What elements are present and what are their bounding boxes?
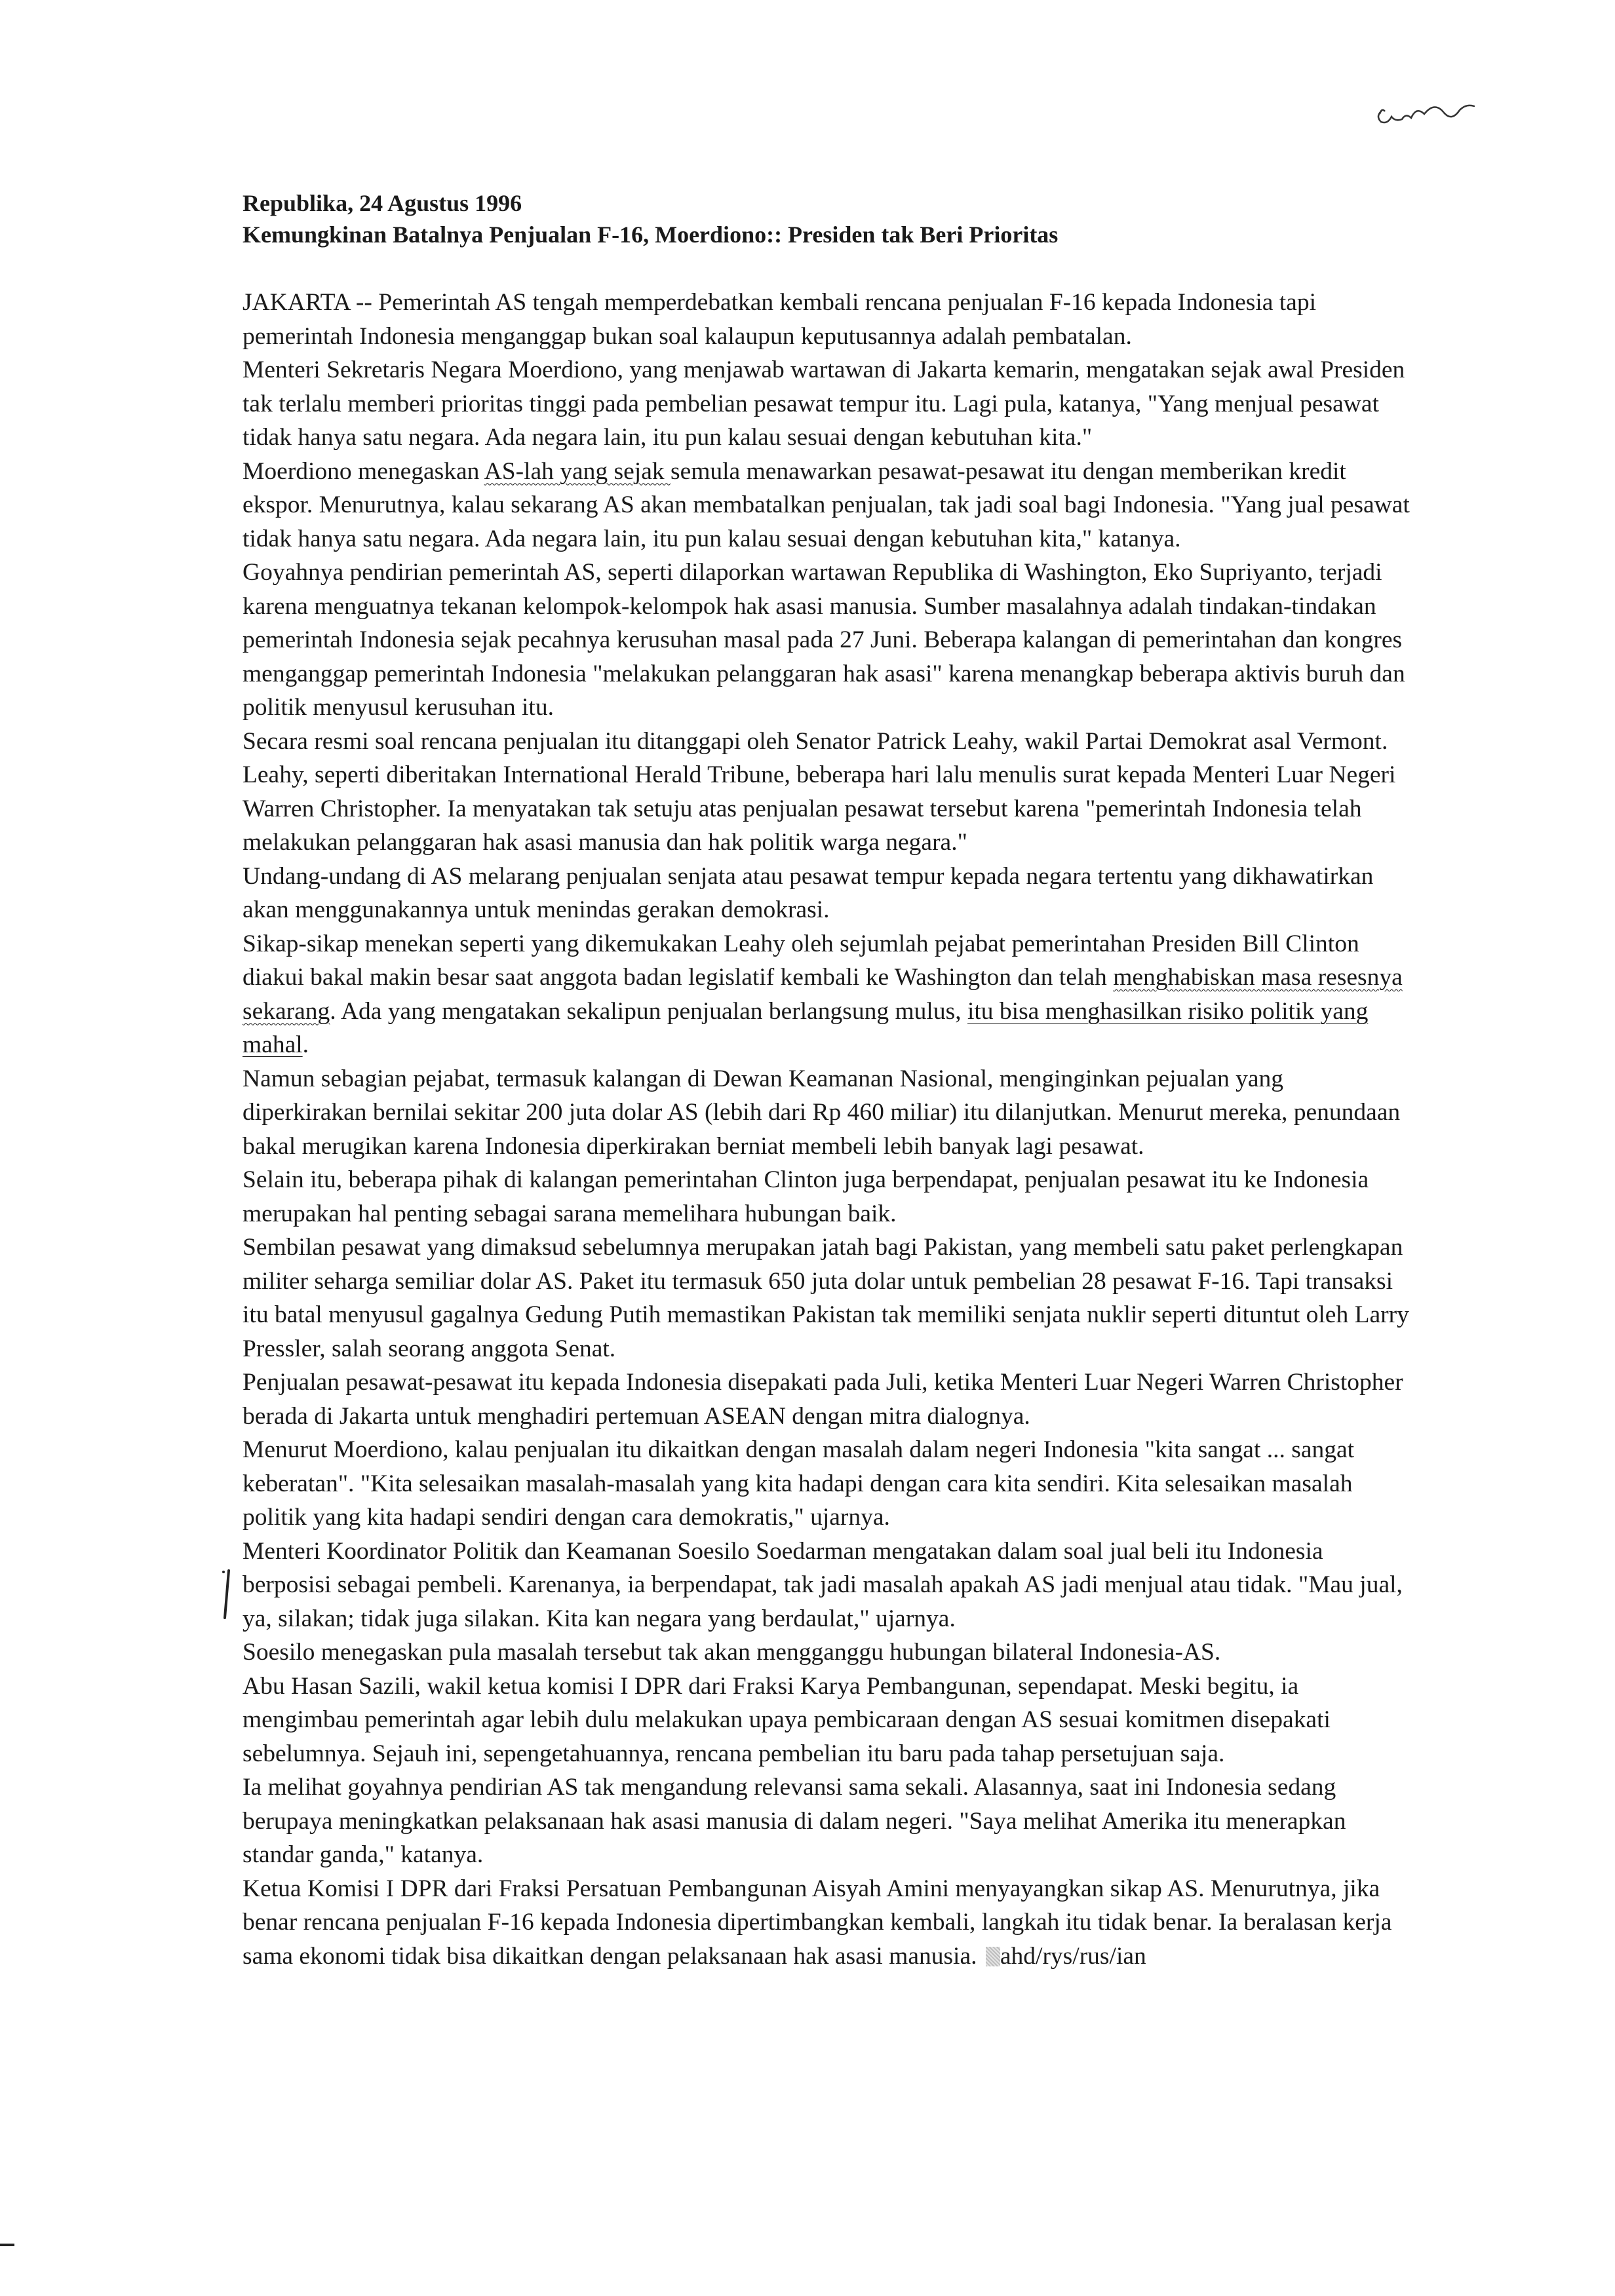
paragraph: Ia melihat goyahnya pendirian AS tak mengandung relevansi sama sekali. Alasannya, saat ini Indonesia sedang berupaya meningkatkan pelaksanaan hak asasi manusia di dalam negeri. "Saya melihat Amerika itu menerapkan standar ganda," katanya. [243, 1774, 1346, 1868]
handwritten-underline-text: menghabiskan masa resesnya sekarang [243, 964, 1403, 1025]
paragraph: Menurut Moerdiono, kalau penjualan itu dikaitkan dengan masalah dalam negeri Indonesia "kita sangat ... sangat keberatan". "Kita selesaikan masalah-masalah yang kita hadapi dengan cara kita sendiri. Kita selesaikan masalah politik yang kita hadapi sendiri dengan cara demokratis," ujarnya. [243, 1436, 1355, 1531]
paragraph: Namun sebagian pejabat, termasuk kalangan di Dewan Keamanan Nasional, menginginkan pejualan yang diperkirakan bernilai sekitar 200 juta dolar AS (lebih dari Rp 460 miliar) itu dilanjutkan. Menurut mereka, penundaan bakal merugikan karena Indonesia diperkirakan berniat membeli lebih banyak lagi pesawat. [243, 1065, 1401, 1160]
paragraph-text: Ketua Komisi I DPR dari Fraksi Persatuan Pembangunan Aisyah Amini menyayangkan sikap AS. Menurutnya, jika benar rencana penjualan F-16 kepada Indonesia dipertimbangkan kembali, langkah itu tidak benar. Ia beralasan kerja sama ekonomi tidak bisa dikaitkan dengan pelaksanaan hak asasi manusia. [243, 1875, 1392, 1970]
paragraph-text: . [302, 1031, 309, 1058]
paragraph: Secara resmi soal rencana penjualan itu ditanggapi oleh Senator Patrick Leahy, wakil Partai Demokrat asal Vermont. Leahy, seperti diberitakan International Herald Tribune, beberapa hari lalu menulis surat kepada Menteri Luar Negeri Warren Christopher. Ia menyatakan tak setuju atas penjualan pesawat tersebut karena "pemerintah Indonesia telah melakukan pelanggaran hak asasi manusia dan hak politik warga negara." [243, 727, 1396, 856]
paragraph: Goyahnya pendirian pemerintah AS, seperti dilaporkan wartawan Republika di Washington, Eko Supriyanto, terjadi karena menguatnya tekanan kelompok-kelompok hak asasi manusia. Sumber masalahnya adalah tindakan-tindakan pemerintah Indonesia sejak pecahnya kerusuhan masal pada 27 Juni. Beberapa kalangan di pemerintahan dan kongres menganggap pemerintah Indonesia "melakukan pelanggaran hak asasi" karena menangkap beberapa aktivis buruh dan politik menyusul kerusuhan itu. [243, 559, 1405, 721]
article-body [243, 286, 1412, 1973]
scan-edge-mark [0, 2244, 14, 2246]
paragraph-text: Moerdiono menegaskan [243, 457, 484, 485]
handwritten-underline-text: itu bisa menghasilkan risiko politik yang mahal [243, 997, 1369, 1058]
paragraph: Menteri Sekretaris Negara Moerdiono, yang menjawab wartawan di Jakarta kemarin, mengatakan sejak awal Presiden tak terlalu memberi prioritas tinggi pada pembelian pesawat tempur itu. Lagi pula, katanya, "Yang menjual pesawat tidak hanya satu negara. Ada negara lain, itu pun kalau sesuai dengan kebutuhan kita." [243, 356, 1405, 451]
byline: ahd/rys/rus/ian [1000, 1942, 1146, 1970]
article-header [243, 187, 1488, 250]
paragraph [243, 455, 1412, 556]
paragraph: Abu Hasan Sazili, wakil ketua komisi I DPR dari Fraksi Karya Pembangunan, sependapat. Meski begitu, ia mengimbau pemerintah agar lebih dulu melakukan upaya pembicaraan dengan AS sesuai komitmen disepakati sebelumnya. Sejauh ini, sepengetahuannya, rencana pembelian itu baru pada tahap persetujuan saja. [243, 1672, 1331, 1767]
paragraph: Menteri Koordinator Politik dan Keamanan Soesilo Soedarman mengatakan dalam soal jual beli itu Indonesia berposisi sebagai pembeli. Karenanya, ia berpendapat, tak jadi masalah apakah AS jadi menjual atau tidak. "Mau jual, ya, silakan; tidak juga silakan. Kita kan negara yang berdaulat," ujarnya. [243, 1537, 1403, 1632]
paragraph: Soesilo menegaskan pula masalah tersebut tak akan mengganggu hubungan bilateral Indonesia-AS. [243, 1639, 1221, 1666]
source-line: Republika, 24 Agustus 1996 [243, 190, 522, 216]
paragraph-text: . Ada yang mengatakan sekalipun penjualan berlangsung mulus, [330, 997, 967, 1025]
handwritten-underline-text: AS-lah yang sejak [484, 457, 671, 485]
scan-smudge [986, 1947, 1000, 1966]
paragraph-text: Sikap-sikap menekan seperti yang dikemukakan Leahy oleh sejumlah pejabat pemerintahan Presiden Bill Clinton diakui bakal makin besar saat anggota badan legislatif kembali ke Washington dan telah [243, 930, 1359, 991]
paragraph: JAKARTA -- Pemerintah AS tengah memperdebatkan kembali rencana penjualan F-16 kepada Indonesia tapi pemerintah Indonesia menganggap bukan soal kalaupun keputusannya adalah pembatalan. [243, 289, 1316, 350]
paragraph: Selain itu, beberapa pihak di kalangan pemerintahan Clinton juga berpendapat, penjualan pesawat itu ke Indonesia merupakan hal penting sebagai sarana memelihara hubungan baik. [243, 1166, 1369, 1227]
paragraph: Undang-undang di AS melarang penjualan senjata atau pesawat tempur kepada negara tertentu yang dikhawatirkan akan menggunakannya untuk menindas gerakan demokrasi. [243, 862, 1374, 923]
paragraph [243, 927, 1412, 1062]
paragraph-text: semula menawarkan pesawat-pesawat itu dengan memberikan kredit ekspor. Menurutnya, kalau sekarang AS akan membatalkan penjualan, tak jadi soal bagi Indonesia. "Yang jual pesawat tidak hanya satu negara. Ada negara lain, itu pun kalau sesuai dengan kebutuhan kita," katanya. [243, 457, 1410, 552]
margin-pen-mark [221, 1568, 234, 1620]
paragraph: Sembilan pesawat yang dimaksud sebelumnya merupakan jatah bagi Pakistan, yang membeli satu paket perlengkapan militer seharga semiliar dolar AS. Paket itu termasuk 650 juta dolar untuk pembelian 28 pesawat F-16. Tapi transaksi itu batal menyusul gagalnya Gedung Putih memastikan Pakistan tak memiliki senjata nuklir seperti dituntut oleh Larry Pressler, salah seorang anggota Senat. [243, 1234, 1409, 1362]
handwritten-signature [1373, 77, 1485, 136]
paragraph: Penjualan pesawat-pesawat itu kepada Indonesia disepakati pada Juli, ketika Menteri Luar Negeri Warren Christopher berada di Jakarta untuk menghadiri pertemuan ASEAN dengan mitra dialognya. [243, 1369, 1403, 1430]
paragraph [243, 1872, 1412, 1974]
article-title: Kemungkinan Batalnya Penjualan F-16, Moerdiono:: Presiden tak Beri Prioritas [243, 221, 1059, 248]
